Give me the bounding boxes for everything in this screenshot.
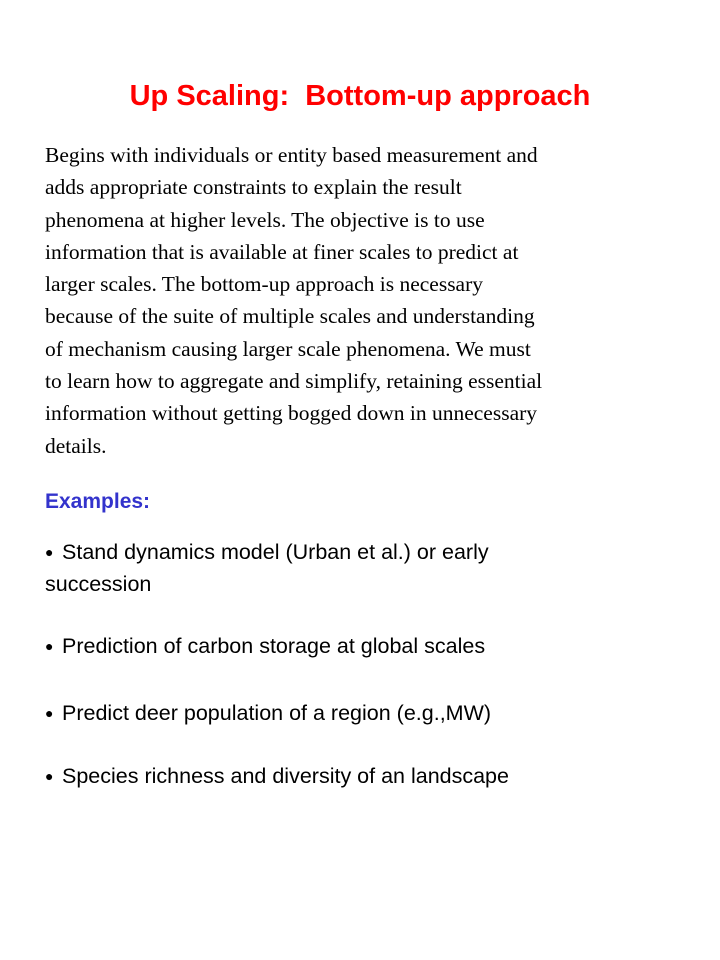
paragraph-line: adds appropriate constraints to explain the result <box>45 175 462 200</box>
bullet-icon: ● <box>45 638 54 654</box>
slide-title: Up Scaling: Bottom-up approach <box>129 80 591 112</box>
paragraph-line: Begins with individuals or entity based measurement and <box>45 143 538 167</box>
example-item <box>45 630 675 662</box>
intro-paragraph <box>45 139 675 462</box>
example-text: Species richness and diversity of an landscape <box>62 764 509 788</box>
bullet-icon: ● <box>45 768 54 784</box>
example-item <box>45 760 675 792</box>
paragraph-line: details. <box>45 433 107 458</box>
example-text-continued: succession <box>45 572 152 596</box>
paragraph-line: information that is available at finer scales to predict at <box>45 239 519 264</box>
bullet-icon: ● <box>45 705 54 721</box>
examples-heading: Examples: <box>45 490 151 513</box>
paragraph-line: because of the suite of multiple scales and understanding <box>45 304 535 329</box>
paragraph-line: information without getting bogged down in unnecessary <box>45 401 538 426</box>
example-item <box>45 536 675 600</box>
example-item <box>45 697 675 729</box>
paragraph-line: of mechanism causing larger scale phenomena. We must <box>45 336 531 361</box>
paragraph-line: to learn how to aggregate and simplify, retaining essential <box>45 369 543 394</box>
example-text: Stand dynamics model (Urban et al.) or early <box>62 540 489 564</box>
example-text: Predict deer population of a region (e.g.,MW) <box>62 701 492 725</box>
bullet-icon: ● <box>45 544 54 560</box>
example-text: Prediction of carbon storage at global scales <box>62 634 486 658</box>
paragraph-line: larger scales. The bottom-up approach is necessary <box>45 272 484 297</box>
paragraph-line: phenomena at higher levels. The objective is to use <box>45 207 485 232</box>
